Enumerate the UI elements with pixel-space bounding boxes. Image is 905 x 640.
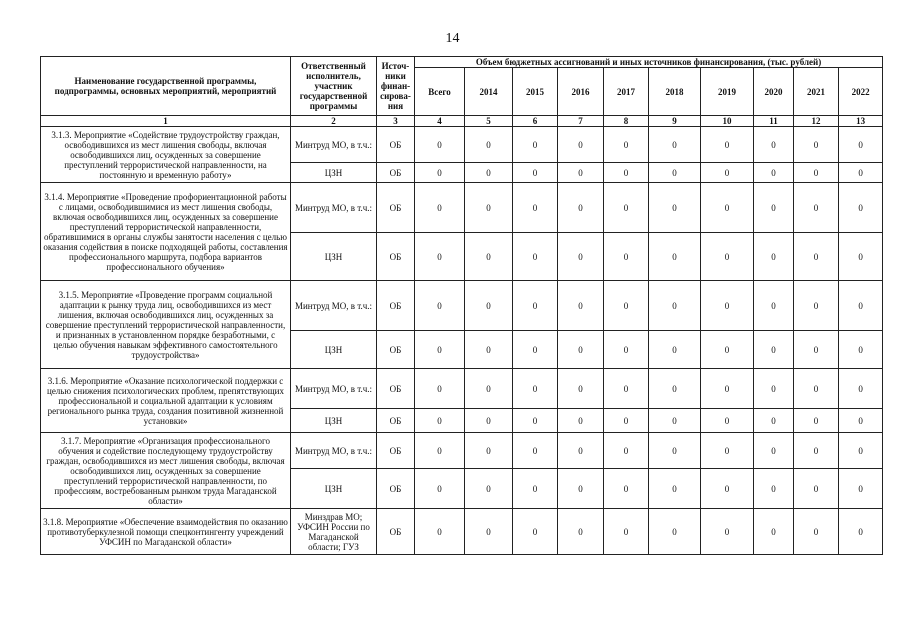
value-cell: 0 (465, 331, 513, 369)
source-cell: ОБ (377, 433, 415, 469)
header-source: Источ-ники финан-сирова-ния (377, 57, 415, 116)
column-index: 10 (701, 116, 754, 127)
value-cell: 0 (754, 509, 794, 555)
value-cell: 0 (839, 469, 883, 509)
table-row (41, 183, 883, 233)
activity-name: 3.1.8. Мероприятие «Обеспечение взаимодействия по оказанию противотуберкулезной помощи спецконтингенту учреждений УФСИН по Магаданской области» (41, 509, 291, 555)
value-cell: 0 (465, 369, 513, 409)
header-year: Всего (415, 68, 465, 116)
value-cell: 0 (558, 127, 604, 163)
value-cell: 0 (604, 127, 649, 163)
column-index: 12 (794, 116, 839, 127)
value-cell: 0 (649, 163, 701, 183)
value-cell: 0 (415, 233, 465, 281)
header-year: 2015 (513, 68, 558, 116)
value-cell: 0 (513, 433, 558, 469)
value-cell: 0 (513, 127, 558, 163)
table-row (41, 433, 883, 469)
value-cell: 0 (754, 469, 794, 509)
value-cell: 0 (465, 163, 513, 183)
value-cell: 0 (465, 281, 513, 331)
activity-name: 3.1.4. Мероприятие «Проведение профориентационной работы с лицами, освободившимися из мест лишения свободы, включая освободившихся лиц, осужденных за совершение преступлений террористической направленности, обратившимися в органы службы занятости населения с целью оказания содействия в поиске подходящей работы, составления профессионального маршрута, подбора вариантов профессионального обучения» (41, 183, 291, 281)
activity-name: 3.1.5. Мероприятие «Проведение программ социальной адаптации к рынку труда лиц, освободившихся из мест лишения, включая освободившихся лиц, осужденных за совершение преступлений террористической направленности, и признанных в установленном порядке безработными, с целью обучения навыкам эффективного самостоятельного трудоустройства» (41, 281, 291, 369)
source-cell: ОБ (377, 469, 415, 509)
value-cell: 0 (558, 163, 604, 183)
value-cell: 0 (415, 163, 465, 183)
value-cell: 0 (558, 369, 604, 409)
value-cell: 0 (794, 369, 839, 409)
value-cell: 0 (794, 509, 839, 555)
value-cell: 0 (649, 433, 701, 469)
header-index-row (41, 116, 883, 127)
value-cell: 0 (839, 183, 883, 233)
value-cell: 0 (604, 163, 649, 183)
value-cell: 0 (465, 233, 513, 281)
executor-cell: Минтруд МО, в т.ч.: (291, 183, 377, 233)
value-cell: 0 (415, 509, 465, 555)
column-index: 2 (291, 116, 377, 127)
activity-name: 3.1.3. Мероприятие «Содействие трудоустройству граждан, освободившихся из мест лишения свободы, включая освободившихся лиц, осужденных за совершение преступлений террористической направленности, на постоянную и временную работу» (41, 127, 291, 183)
source-cell: ОБ (377, 163, 415, 183)
value-cell: 0 (604, 469, 649, 509)
value-cell: 0 (754, 409, 794, 433)
executor-cell: Минтруд МО, в т.ч.: (291, 127, 377, 163)
value-cell: 0 (415, 369, 465, 409)
executor-cell: Минтруд МО, в т.ч.: (291, 281, 377, 331)
value-cell: 0 (701, 469, 754, 509)
value-cell: 0 (754, 433, 794, 469)
value-cell: 0 (754, 281, 794, 331)
header-year: 2018 (649, 68, 701, 116)
value-cell: 0 (701, 409, 754, 433)
header-executor: Ответственный исполнитель, участник государственной программы (291, 57, 377, 116)
executor-cell: Минтруд МО, в т.ч.: (291, 369, 377, 409)
column-index: 13 (839, 116, 883, 127)
value-cell: 0 (649, 233, 701, 281)
column-index: 9 (649, 116, 701, 127)
header-year: 2014 (465, 68, 513, 116)
source-cell: ОБ (377, 369, 415, 409)
column-index: 8 (604, 116, 649, 127)
value-cell: 0 (513, 409, 558, 433)
value-cell: 0 (794, 127, 839, 163)
value-cell: 0 (415, 183, 465, 233)
header-budget: Объем бюджетных ассигнований и иных источников финансирования, (тыс. рублей) (415, 57, 883, 68)
value-cell: 0 (649, 369, 701, 409)
value-cell: 0 (604, 509, 649, 555)
value-cell: 0 (465, 433, 513, 469)
value-cell: 0 (839, 163, 883, 183)
value-cell: 0 (465, 183, 513, 233)
value-cell: 0 (558, 409, 604, 433)
value-cell: 0 (754, 331, 794, 369)
column-index: 6 (513, 116, 558, 127)
value-cell: 0 (415, 127, 465, 163)
executor-cell: ЦЗН (291, 331, 377, 369)
value-cell: 0 (649, 281, 701, 331)
value-cell: 0 (604, 369, 649, 409)
column-index: 7 (558, 116, 604, 127)
value-cell: 0 (558, 233, 604, 281)
header-year: 2021 (794, 68, 839, 116)
value-cell: 0 (465, 409, 513, 433)
value-cell: 0 (794, 183, 839, 233)
value-cell: 0 (604, 433, 649, 469)
table-row (41, 509, 883, 555)
value-cell: 0 (604, 331, 649, 369)
value-cell: 0 (465, 469, 513, 509)
value-cell: 0 (839, 331, 883, 369)
header-year: 2016 (558, 68, 604, 116)
header-year: 2017 (604, 68, 649, 116)
value-cell: 0 (794, 163, 839, 183)
source-cell: ОБ (377, 281, 415, 331)
value-cell: 0 (604, 409, 649, 433)
value-cell: 0 (513, 509, 558, 555)
value-cell: 0 (465, 509, 513, 555)
value-cell: 0 (794, 433, 839, 469)
table-row (41, 281, 883, 331)
activity-name: 3.1.6. Мероприятие «Оказание психологической поддержки с целью снижения психологических проблем, препятствующих профессиональной и социальной адаптации к условиям регионального рынка труда, создания позитивной жизненной установки» (41, 369, 291, 433)
page-number: 14 (445, 31, 460, 46)
value-cell: 0 (604, 183, 649, 233)
column-index: 4 (415, 116, 465, 127)
value-cell: 0 (839, 409, 883, 433)
value-cell: 0 (415, 409, 465, 433)
header-year: 2019 (701, 68, 754, 116)
value-cell: 0 (649, 331, 701, 369)
value-cell: 0 (558, 183, 604, 233)
value-cell: 0 (558, 331, 604, 369)
executor-cell: ЦЗН (291, 469, 377, 509)
value-cell: 0 (513, 281, 558, 331)
column-index: 3 (377, 116, 415, 127)
value-cell: 0 (649, 469, 701, 509)
value-cell: 0 (701, 233, 754, 281)
executor-cell: ЦЗН (291, 409, 377, 433)
source-cell: ОБ (377, 233, 415, 281)
value-cell: 0 (839, 369, 883, 409)
budget-table (40, 56, 883, 555)
value-cell: 0 (754, 127, 794, 163)
value-cell: 0 (558, 509, 604, 555)
value-cell: 0 (701, 163, 754, 183)
value-cell: 0 (754, 163, 794, 183)
column-index: 5 (465, 116, 513, 127)
value-cell: 0 (701, 127, 754, 163)
value-cell: 0 (839, 433, 883, 469)
value-cell: 0 (558, 281, 604, 331)
table-row (41, 127, 883, 163)
value-cell: 0 (649, 127, 701, 163)
executor-cell: ЦЗН (291, 233, 377, 281)
value-cell: 0 (558, 469, 604, 509)
value-cell: 0 (701, 509, 754, 555)
value-cell: 0 (754, 233, 794, 281)
value-cell: 0 (794, 331, 839, 369)
value-cell: 0 (701, 433, 754, 469)
value-cell: 0 (604, 233, 649, 281)
source-cell: ОБ (377, 183, 415, 233)
value-cell: 0 (701, 369, 754, 409)
value-cell: 0 (701, 331, 754, 369)
column-index: 1 (41, 116, 291, 127)
value-cell: 0 (794, 469, 839, 509)
value-cell: 0 (649, 509, 701, 555)
value-cell: 0 (794, 409, 839, 433)
source-cell: ОБ (377, 331, 415, 369)
source-cell: ОБ (377, 509, 415, 555)
value-cell: 0 (839, 127, 883, 163)
value-cell: 0 (513, 163, 558, 183)
column-index: 11 (754, 116, 794, 127)
value-cell: 0 (513, 469, 558, 509)
value-cell: 0 (839, 233, 883, 281)
value-cell: 0 (415, 469, 465, 509)
value-cell: 0 (649, 183, 701, 233)
value-cell: 0 (513, 183, 558, 233)
header-year: 2020 (754, 68, 794, 116)
value-cell: 0 (754, 369, 794, 409)
source-cell: ОБ (377, 409, 415, 433)
header-name: Наименование государственной программы, подпрограммы, основных мероприятий, мероприятий (41, 57, 291, 116)
value-cell: 0 (754, 183, 794, 233)
value-cell: 0 (794, 233, 839, 281)
value-cell: 0 (415, 331, 465, 369)
value-cell: 0 (839, 509, 883, 555)
value-cell: 0 (649, 409, 701, 433)
table-row (41, 369, 883, 409)
value-cell: 0 (701, 281, 754, 331)
value-cell: 0 (839, 281, 883, 331)
value-cell: 0 (794, 281, 839, 331)
value-cell: 0 (465, 127, 513, 163)
table-body (41, 127, 883, 555)
value-cell: 0 (415, 281, 465, 331)
executor-cell: ЦЗН (291, 163, 377, 183)
value-cell: 0 (415, 433, 465, 469)
value-cell: 0 (513, 369, 558, 409)
value-cell: 0 (701, 183, 754, 233)
executor-cell: Минздрав МО; УФСИН России по Магаданской области; ГУЗ (291, 509, 377, 555)
value-cell: 0 (513, 331, 558, 369)
source-cell: ОБ (377, 127, 415, 163)
value-cell: 0 (558, 433, 604, 469)
value-cell: 0 (513, 233, 558, 281)
executor-cell: Минтруд МО, в т.ч.: (291, 433, 377, 469)
value-cell: 0 (604, 281, 649, 331)
header-year: 2022 (839, 68, 883, 116)
activity-name: 3.1.7. Мероприятие «Организация профессионального обучения и содействие последующему трудоустройству граждан, освободившихся из мест лишения свободы, включая освободившихся лиц, осужденных за совершение преступлений террористической направленности, по профессиям, востребованным рынком труда Магаданской области» (41, 433, 291, 509)
